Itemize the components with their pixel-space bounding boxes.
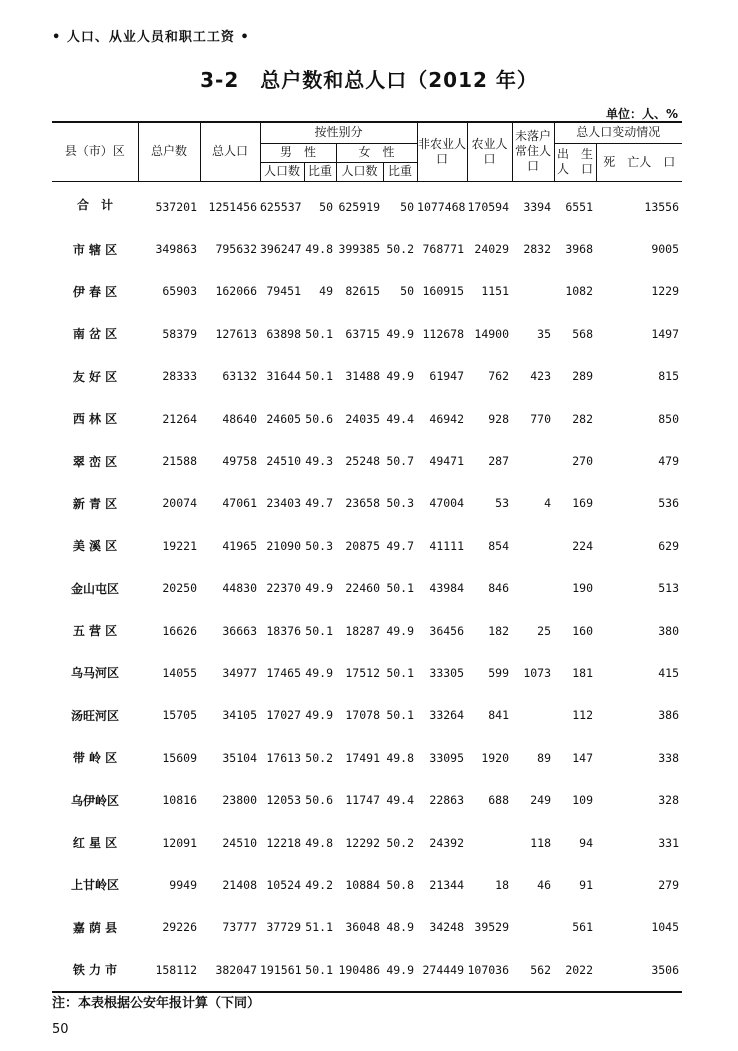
cell-non-agri: 33305 bbox=[429, 665, 465, 680]
cell-non-agri: 47004 bbox=[429, 496, 465, 511]
cell-households: 20074 bbox=[162, 496, 197, 511]
table-row bbox=[52, 567, 682, 609]
cell-population: 795632 bbox=[215, 242, 257, 257]
cell-population: 47061 bbox=[222, 496, 257, 511]
cell-non-agri: 41111 bbox=[429, 538, 465, 553]
cell-agri: 170594 bbox=[467, 199, 510, 214]
cell-name: 翠 峦 区 bbox=[72, 454, 118, 469]
cell-agri: 287 bbox=[488, 454, 510, 469]
cell-agri: 762 bbox=[488, 369, 510, 384]
cell-households: 15705 bbox=[162, 708, 197, 723]
cell-deaths: 1497 bbox=[651, 326, 680, 341]
cell-female: 63715 bbox=[345, 326, 380, 341]
header-non-agri: 非农业人口 bbox=[417, 122, 467, 181]
cell-births: 224 bbox=[572, 538, 594, 553]
cell-male-pct: 50.1 bbox=[305, 962, 333, 977]
cell-agri: 1151 bbox=[481, 284, 510, 299]
cell-female: 18287 bbox=[345, 623, 380, 638]
cell-agri: 854 bbox=[488, 538, 510, 553]
cell-male-pct: 50.2 bbox=[305, 750, 333, 765]
cell-unsettled bbox=[512, 694, 554, 736]
cell-female: 11747 bbox=[345, 793, 380, 808]
cell-births: 282 bbox=[572, 411, 594, 426]
header-population: 总人口 bbox=[200, 122, 260, 181]
cell-female: 31488 bbox=[345, 369, 380, 384]
cell-female-pct: 50.8 bbox=[386, 877, 415, 892]
cell-households: 349863 bbox=[155, 242, 197, 257]
cell-male: 22370 bbox=[266, 581, 301, 596]
cell-male: 79451 bbox=[266, 284, 301, 299]
cell-deaths: 1045 bbox=[651, 920, 680, 935]
cell-male-pct: 49.8 bbox=[305, 242, 333, 257]
cell-female-pct: 50.7 bbox=[386, 454, 415, 469]
cell-deaths: 331 bbox=[658, 835, 680, 850]
cell-non-agri: 49471 bbox=[429, 454, 465, 469]
cell-births: 289 bbox=[572, 369, 594, 384]
table-row bbox=[52, 525, 682, 567]
cell-female-pct: 50.3 bbox=[386, 496, 415, 511]
cell-name: 汤旺河区 bbox=[70, 708, 119, 723]
header-agri: 农业人口 bbox=[467, 122, 512, 181]
cell-non-agri: 34248 bbox=[429, 920, 465, 935]
cell-name: 友 好 区 bbox=[72, 369, 118, 384]
cell-unsettled: 1073 bbox=[523, 665, 552, 680]
cell-births: 91 bbox=[579, 877, 594, 892]
cell-name: 带 岭 区 bbox=[72, 751, 118, 766]
cell-male-pct: 50 bbox=[319, 199, 333, 214]
cell-births: 568 bbox=[572, 326, 594, 341]
cell-female-pct: 49.9 bbox=[386, 369, 415, 384]
page-title: 3-2 总户数和总人口（2012 年） bbox=[200, 68, 538, 92]
cell-agri: 599 bbox=[488, 665, 510, 680]
cell-male-pct: 50.1 bbox=[305, 623, 333, 638]
cell-male-pct: 50.1 bbox=[305, 369, 333, 384]
cell-population: 23800 bbox=[222, 793, 257, 808]
cell-agri: 107036 bbox=[467, 962, 510, 977]
cell-unsettled: 770 bbox=[530, 411, 552, 426]
cell-non-agri: 22863 bbox=[429, 793, 465, 808]
cell-female: 22460 bbox=[345, 581, 380, 596]
cell-female-pct: 48.9 bbox=[386, 920, 415, 935]
cell-non-agri: 112678 bbox=[422, 326, 465, 341]
cell-deaths: 479 bbox=[658, 454, 680, 469]
cell-male-pct: 49.9 bbox=[305, 581, 333, 596]
cell-female-pct: 49.9 bbox=[386, 623, 415, 638]
cell-births: 112 bbox=[572, 708, 594, 723]
cell-population: 73777 bbox=[222, 920, 257, 935]
table-row bbox=[52, 864, 682, 906]
cell-male-pct: 50.3 bbox=[305, 538, 333, 553]
table-row bbox=[52, 652, 682, 694]
cell-unsettled bbox=[512, 906, 554, 948]
cell-population: 162066 bbox=[215, 284, 257, 299]
section-header: • 人口、从业人员和职工工资 • bbox=[52, 30, 250, 45]
table-row bbox=[52, 821, 682, 863]
cell-female: 24035 bbox=[345, 411, 380, 426]
cell-male: 31644 bbox=[266, 369, 301, 384]
cell-deaths: 536 bbox=[658, 496, 680, 511]
cell-name: 铁 力 市 bbox=[72, 963, 118, 978]
cell-agri: 24029 bbox=[474, 242, 510, 257]
cell-births: 561 bbox=[572, 920, 594, 935]
cell-deaths: 13556 bbox=[644, 199, 680, 214]
cell-agri: 53 bbox=[495, 496, 510, 511]
cell-female-pct: 49.4 bbox=[386, 793, 415, 808]
table-body bbox=[52, 181, 682, 992]
cell-female: 625919 bbox=[338, 199, 380, 214]
cell-female: 12292 bbox=[345, 835, 380, 850]
cell-unsettled: 2832 bbox=[523, 242, 552, 257]
header-male-count: 人口数 bbox=[260, 162, 304, 181]
cell-female-pct: 49.7 bbox=[386, 538, 415, 553]
table-row bbox=[52, 694, 682, 736]
cell-female-pct: 50.1 bbox=[386, 708, 415, 723]
cell-unsettled: 89 bbox=[537, 750, 552, 765]
cell-female: 25248 bbox=[345, 454, 380, 469]
cell-female: 36048 bbox=[345, 920, 380, 935]
cell-female-pct: 49.9 bbox=[386, 962, 415, 977]
cell-name: 南 岔 区 bbox=[72, 327, 118, 342]
cell-male: 17465 bbox=[266, 665, 301, 680]
cell-agri: 1920 bbox=[481, 750, 510, 765]
cell-female-pct: 50.1 bbox=[386, 581, 415, 596]
cell-female: 10884 bbox=[345, 877, 380, 892]
cell-male: 21090 bbox=[266, 538, 301, 553]
cell-agri bbox=[467, 821, 512, 863]
cell-households: 65903 bbox=[162, 284, 197, 299]
cell-deaths: 815 bbox=[658, 369, 680, 384]
table-row bbox=[52, 482, 682, 524]
population-table bbox=[52, 121, 682, 993]
table-row bbox=[52, 737, 682, 779]
table-row bbox=[52, 270, 682, 312]
table-row bbox=[52, 313, 682, 355]
cell-female-pct: 49.8 bbox=[386, 750, 415, 765]
cell-name: 伊 春 区 bbox=[72, 284, 118, 299]
cell-deaths: 850 bbox=[658, 411, 680, 426]
cell-non-agri: 768771 bbox=[422, 242, 465, 257]
cell-deaths: 279 bbox=[658, 877, 680, 892]
table-row bbox=[52, 440, 682, 482]
cell-male-pct: 49.2 bbox=[305, 877, 333, 892]
cell-non-agri: 33095 bbox=[429, 750, 465, 765]
table-row bbox=[52, 397, 682, 439]
cell-births: 109 bbox=[572, 793, 594, 808]
cell-non-agri: 46942 bbox=[429, 411, 465, 426]
cell-female: 20875 bbox=[345, 538, 380, 553]
cell-households: 15609 bbox=[162, 750, 197, 765]
cell-male-pct: 50.6 bbox=[305, 793, 333, 808]
cell-population: 1251456 bbox=[208, 199, 257, 214]
cell-agri: 182 bbox=[488, 623, 510, 638]
cell-unsettled: 3394 bbox=[523, 199, 552, 214]
cell-unsettled: 4 bbox=[544, 496, 552, 511]
cell-births: 3968 bbox=[565, 242, 594, 257]
cell-unsettled bbox=[512, 270, 554, 312]
header-female-count: 人口数 bbox=[336, 162, 383, 181]
cell-name: 嘉 荫 县 bbox=[72, 920, 118, 935]
cell-unsettled: 25 bbox=[537, 623, 552, 638]
cell-births: 2022 bbox=[565, 962, 594, 977]
cell-households: 21588 bbox=[162, 454, 197, 469]
cell-name: 新 青 区 bbox=[72, 496, 118, 511]
cell-households: 21264 bbox=[162, 411, 197, 426]
cell-births: 270 bbox=[572, 454, 594, 469]
cell-non-agri: 33264 bbox=[429, 708, 465, 723]
cell-households: 16626 bbox=[162, 623, 197, 638]
cell-population: 35104 bbox=[222, 750, 257, 765]
cell-non-agri: 61947 bbox=[429, 369, 465, 384]
cell-male: 396247 bbox=[260, 242, 302, 257]
cell-households: 158112 bbox=[155, 962, 197, 977]
cell-unsettled: 562 bbox=[530, 962, 552, 977]
cell-population: 44830 bbox=[222, 581, 257, 596]
cell-non-agri: 1077468 bbox=[417, 199, 466, 214]
cell-male-pct: 51.1 bbox=[305, 920, 333, 935]
cell-deaths: 338 bbox=[658, 750, 680, 765]
cell-households: 20250 bbox=[162, 581, 197, 596]
cell-male: 63898 bbox=[266, 326, 301, 341]
header-female-share: 比重 bbox=[383, 162, 417, 181]
header-unsettled: 未落户常住人口 bbox=[512, 122, 554, 181]
table-row bbox=[52, 609, 682, 651]
cell-deaths: 380 bbox=[658, 623, 680, 638]
cell-population: 24510 bbox=[222, 835, 257, 850]
cell-name: 乌马河区 bbox=[70, 666, 119, 681]
cell-unsettled: 35 bbox=[537, 326, 552, 341]
cell-male: 17613 bbox=[266, 750, 301, 765]
cell-female: 399385 bbox=[338, 242, 380, 257]
table-row bbox=[52, 779, 682, 821]
cell-female: 82615 bbox=[345, 284, 380, 299]
cell-households: 537201 bbox=[155, 199, 197, 214]
table-row bbox=[52, 181, 682, 228]
cell-births: 160 bbox=[572, 623, 594, 638]
cell-deaths: 1229 bbox=[651, 284, 680, 299]
cell-births: 169 bbox=[572, 496, 594, 511]
cell-agri: 846 bbox=[488, 581, 510, 596]
cell-agri: 14900 bbox=[474, 326, 510, 341]
header-male-share: 比重 bbox=[304, 162, 336, 181]
cell-male: 191561 bbox=[260, 962, 302, 977]
header-households: 总户数 bbox=[138, 122, 200, 181]
cell-population: 48640 bbox=[222, 411, 257, 426]
cell-name: 上甘岭区 bbox=[70, 878, 119, 893]
cell-deaths: 629 bbox=[658, 538, 680, 553]
cell-births: 181 bbox=[572, 665, 594, 680]
cell-female: 23658 bbox=[345, 496, 380, 511]
cell-male-pct: 49.9 bbox=[305, 708, 333, 723]
cell-male: 12053 bbox=[266, 793, 301, 808]
header-change: 总人口变动情况 bbox=[554, 122, 682, 143]
cell-agri: 18 bbox=[495, 877, 510, 892]
cell-female-pct: 50.1 bbox=[386, 665, 415, 680]
header-district: 县（市）区 bbox=[52, 122, 138, 181]
cell-households: 28333 bbox=[162, 369, 197, 384]
cell-male-pct: 49.8 bbox=[305, 835, 333, 850]
cell-households: 14055 bbox=[162, 665, 197, 680]
cell-agri: 39529 bbox=[474, 920, 510, 935]
cell-male-pct: 49 bbox=[319, 284, 333, 299]
cell-agri: 841 bbox=[488, 708, 510, 723]
cell-male: 23403 bbox=[266, 496, 301, 511]
cell-unsettled bbox=[512, 567, 554, 609]
cell-non-agri: 24392 bbox=[429, 835, 465, 850]
page-number: 50 bbox=[52, 1022, 69, 1037]
cell-agri: 928 bbox=[488, 411, 510, 426]
cell-unsettled: 423 bbox=[530, 369, 552, 384]
header-male: 男 性 bbox=[260, 143, 336, 162]
cell-non-agri: 160915 bbox=[422, 284, 465, 299]
cell-births: 94 bbox=[579, 835, 594, 850]
cell-deaths: 386 bbox=[658, 708, 680, 723]
cell-population: 21408 bbox=[222, 877, 257, 892]
cell-male: 24510 bbox=[266, 454, 301, 469]
cell-households: 58379 bbox=[162, 326, 197, 341]
cell-male: 17027 bbox=[266, 708, 301, 723]
cell-female-pct: 50.2 bbox=[386, 242, 415, 257]
cell-population: 41965 bbox=[222, 538, 257, 553]
cell-female-pct: 49.9 bbox=[386, 326, 415, 341]
cell-households: 10816 bbox=[162, 793, 197, 808]
table-row bbox=[52, 228, 682, 270]
cell-female-pct: 50 bbox=[400, 199, 415, 214]
cell-non-agri: 274449 bbox=[422, 962, 465, 977]
cell-female: 17078 bbox=[345, 708, 380, 723]
table-row bbox=[52, 906, 682, 948]
cell-female-pct: 50.2 bbox=[386, 835, 415, 850]
cell-name: 美 溪 区 bbox=[72, 539, 118, 554]
cell-male-pct: 49.3 bbox=[305, 454, 333, 469]
table-row bbox=[52, 949, 682, 992]
cell-households: 9949 bbox=[169, 877, 197, 892]
table-row bbox=[52, 355, 682, 397]
cell-male-pct: 50.6 bbox=[305, 411, 333, 426]
cell-births: 6551 bbox=[565, 199, 594, 214]
cell-name: 市 辖 区 bbox=[72, 242, 118, 257]
cell-name: 乌伊岭区 bbox=[70, 793, 119, 808]
cell-unsettled: 46 bbox=[537, 877, 552, 892]
cell-unsettled: 249 bbox=[530, 793, 552, 808]
cell-male-pct: 50.1 bbox=[305, 326, 333, 341]
cell-name: 西 林 区 bbox=[72, 412, 118, 427]
footnote: 注：本表根据公安年报计算（下同） bbox=[52, 996, 261, 1011]
cell-name: 五 营 区 bbox=[72, 624, 118, 639]
header-births: 出 生人 口 bbox=[554, 143, 596, 181]
cell-population: 127613 bbox=[215, 326, 257, 341]
cell-deaths: 3506 bbox=[651, 962, 680, 977]
header-by-sex: 按性别分 bbox=[260, 122, 417, 143]
cell-households: 12091 bbox=[162, 835, 197, 850]
cell-population: 34977 bbox=[222, 665, 257, 680]
cell-name: 金山屯区 bbox=[70, 581, 119, 596]
cell-births: 1082 bbox=[565, 284, 594, 299]
cell-births: 190 bbox=[572, 581, 594, 596]
cell-non-agri: 36456 bbox=[429, 623, 465, 638]
cell-male-pct: 49.7 bbox=[305, 496, 333, 511]
cell-unsettled bbox=[512, 525, 554, 567]
cell-female: 17491 bbox=[345, 750, 380, 765]
cell-unsettled bbox=[512, 440, 554, 482]
cell-name: 红 星 区 bbox=[72, 836, 118, 851]
cell-deaths: 328 bbox=[658, 793, 680, 808]
cell-male: 12218 bbox=[266, 835, 301, 850]
cell-unsettled: 118 bbox=[530, 835, 552, 850]
cell-households: 19221 bbox=[162, 538, 197, 553]
cell-deaths: 513 bbox=[658, 581, 680, 596]
cell-population: 34105 bbox=[222, 708, 257, 723]
cell-female-pct: 50 bbox=[400, 284, 415, 299]
cell-female-pct: 49.4 bbox=[386, 411, 415, 426]
unit-label: 单位：人、% bbox=[605, 107, 678, 121]
cell-population: 382047 bbox=[215, 962, 257, 977]
cell-male: 18376 bbox=[266, 623, 301, 638]
header-female: 女 性 bbox=[336, 143, 417, 162]
cell-female: 190486 bbox=[338, 962, 380, 977]
cell-agri: 688 bbox=[488, 793, 510, 808]
cell-non-agri: 43984 bbox=[429, 581, 465, 596]
cell-male: 24605 bbox=[266, 411, 301, 426]
cell-male: 10524 bbox=[266, 877, 301, 892]
cell-female: 17512 bbox=[345, 665, 380, 680]
cell-male: 625537 bbox=[260, 199, 302, 214]
cell-births: 147 bbox=[572, 750, 594, 765]
cell-households: 29226 bbox=[162, 920, 197, 935]
cell-name: 合 计 bbox=[76, 198, 113, 213]
cell-deaths: 9005 bbox=[651, 242, 680, 257]
cell-male: 37729 bbox=[266, 920, 301, 935]
header-deaths: 死 亡人 口 bbox=[596, 143, 682, 181]
cell-male-pct: 49.9 bbox=[305, 665, 333, 680]
cell-non-agri: 21344 bbox=[429, 877, 465, 892]
cell-population: 36663 bbox=[222, 623, 257, 638]
cell-population: 49758 bbox=[222, 454, 257, 469]
cell-deaths: 415 bbox=[658, 665, 680, 680]
cell-population: 63132 bbox=[222, 369, 257, 384]
